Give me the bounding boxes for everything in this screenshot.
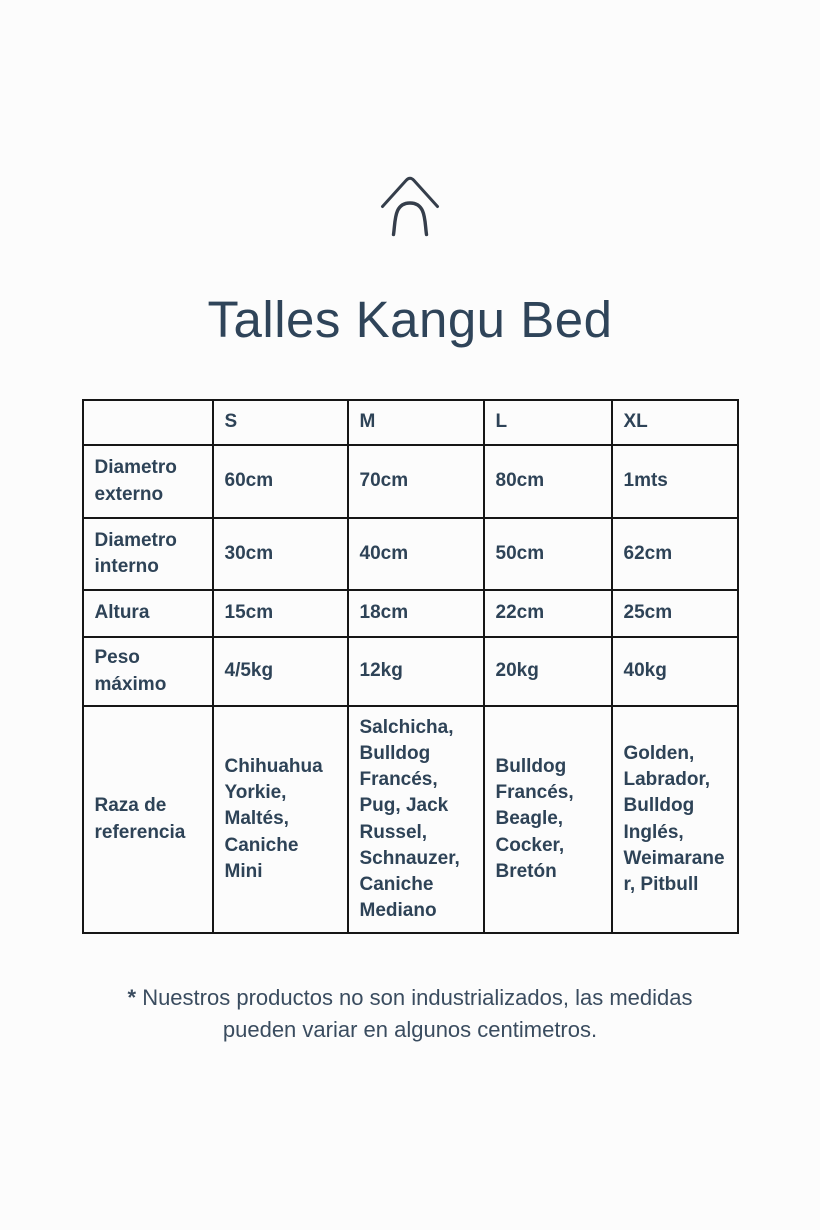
table-cell: 12kg bbox=[348, 637, 484, 706]
table-cell: Chihuahua Yorkie, Maltés, Caniche Mini bbox=[213, 706, 348, 933]
table-cell: Salchicha, Bulldog Francés, Pug, Jack Russel, Schnauzer, Caniche Mediano bbox=[348, 706, 484, 933]
size-table bbox=[82, 399, 739, 934]
size-column-header-l: L bbox=[484, 400, 612, 445]
table-cell: 30cm bbox=[213, 518, 348, 590]
row-label: Diametro interno bbox=[83, 518, 213, 590]
size-column-header-xl: XL bbox=[612, 400, 738, 445]
table-row-peso-maximo bbox=[83, 637, 738, 706]
row-label: Peso máximo bbox=[83, 637, 213, 706]
table-cell: Golden, Labrador, Bulldog Inglés, Weimaraner, Pitbull bbox=[612, 706, 738, 933]
footnote-text: Nuestros productos no son industrializados, las medidas pueden variar en algunos centimetros. bbox=[142, 985, 693, 1042]
table-row-raza-de-referencia bbox=[83, 706, 738, 933]
table-cell: 22cm bbox=[484, 590, 612, 637]
row-label: Altura bbox=[83, 590, 213, 637]
table-cell: 60cm bbox=[213, 445, 348, 518]
corner-header-cell bbox=[83, 400, 213, 445]
table-cell: Bulldog Francés, Beagle, Cocker, Bretón bbox=[484, 706, 612, 933]
table-cell: 1mts bbox=[612, 445, 738, 518]
table-cell: 20kg bbox=[484, 637, 612, 706]
table-cell: 70cm bbox=[348, 445, 484, 518]
table-cell: 80cm bbox=[484, 445, 612, 518]
table-cell: 50cm bbox=[484, 518, 612, 590]
table-header-row bbox=[83, 400, 738, 445]
table-cell: 15cm bbox=[213, 590, 348, 637]
footnote bbox=[116, 982, 704, 1046]
size-column-header-m: M bbox=[348, 400, 484, 445]
table-row-diametro-interno bbox=[83, 518, 738, 590]
logo-area bbox=[0, 0, 820, 238]
row-label: Raza de referencia bbox=[83, 706, 213, 933]
table-row-altura bbox=[83, 590, 738, 637]
page-title: Talles Kangu Bed bbox=[207, 291, 613, 348]
table-cell: 40kg bbox=[612, 637, 738, 706]
table-row-diametro-externo bbox=[83, 445, 738, 518]
table-cell: 40cm bbox=[348, 518, 484, 590]
table-cell: 18cm bbox=[348, 590, 484, 637]
table-cell: 25cm bbox=[612, 590, 738, 637]
table-cell: 62cm bbox=[612, 518, 738, 590]
footnote-marker: * bbox=[127, 985, 137, 1010]
row-label: Diametro externo bbox=[83, 445, 213, 518]
size-column-header-s: S bbox=[213, 400, 348, 445]
dog-house-icon bbox=[380, 172, 440, 238]
table-cell: 4/5kg bbox=[213, 637, 348, 706]
